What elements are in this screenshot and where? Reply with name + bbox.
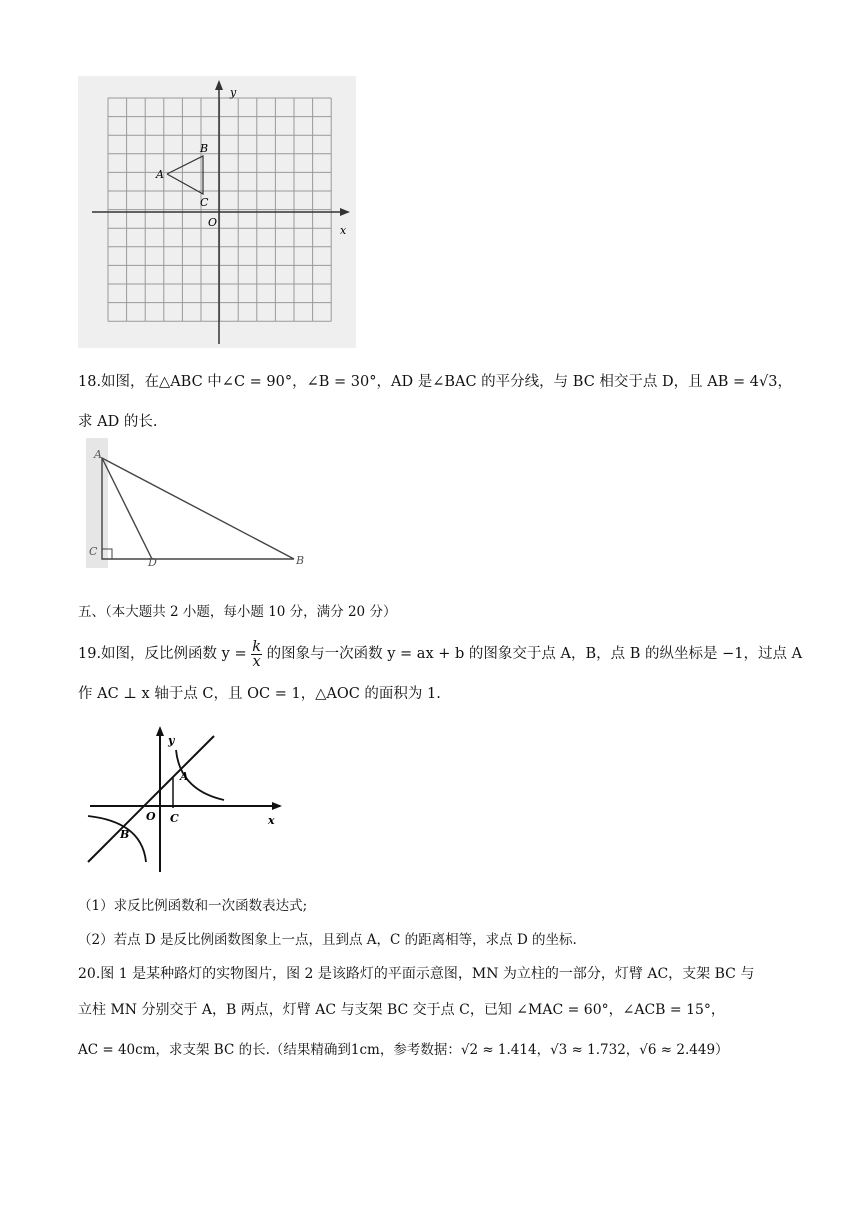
function-figure [84, 722, 284, 874]
q19-sub2: （2）若点 D 是反比例函数图象上一点，且到点 A，C 的距离相等，求点 D 的坐标. [78, 932, 577, 948]
q20-line1: 20.图 1 是某种路灯的实物图片，图 2 是该路灯的平面示意图，MN 为立柱的一部分，灯臂 AC，支架 BC 与 [78, 966, 755, 982]
q19-line1-post: 的图象与一次函数 y = ax + b 的图象交于点 A，B，点 B 的纵坐标是 −1，过点 A [262, 646, 803, 662]
q19-sub1: （1）求反比例函数和一次函数表达式; [78, 898, 308, 914]
fn-b-label: B [120, 828, 130, 841]
tri-a-label: A [94, 448, 102, 461]
point-c-label: C [200, 196, 209, 209]
triangle-svg [86, 438, 314, 568]
triangle-figure [86, 438, 314, 568]
fn-c-label: C [170, 812, 179, 825]
fraction-denominator: x [252, 653, 261, 670]
fn-a-label: A [180, 770, 189, 783]
q18-line2: 求 AD 的长. [78, 414, 158, 430]
tri-c-label: C [89, 545, 98, 558]
q19-line1 [78, 636, 802, 672]
q20-line3: AC = 40cm，求支架 BC 的长.（结果精确到1cm，参考数据：√2 ≈ 1.414，√3 ≈ 1.732，√6 ≈ 2.449） [78, 1042, 729, 1058]
k-over-x-fraction [251, 640, 262, 669]
q18-line1: 18.如图，在△ABC 中∠C = 90°，∠B = 30°，AD 是∠BAC 的平分线，与 BC 相交于点 D，且 AB = 4√3， [78, 374, 792, 390]
y-axis-label: y [230, 86, 237, 99]
fn-y-label: y [168, 734, 175, 747]
q19-line1-pre: 19.如图，反比例函数 y = [78, 646, 252, 662]
x-axis-label: x [340, 224, 347, 237]
fraction-numerator: k [252, 638, 262, 655]
grid-figure [78, 76, 356, 348]
q20-line2: 立柱 MN 分别交于 A，B 两点，灯臂 AC 与支架 BC 交于点 C，已知 ∠MAC = 60°，∠ACB = 15°， [78, 1002, 725, 1018]
tri-d-label: D [148, 556, 157, 568]
fn-origin-label: O [146, 810, 156, 823]
point-b-label: B [200, 142, 209, 155]
tri-b-label: B [296, 554, 305, 567]
q19-line2: 作 AC ⊥ x 轴于点 C，且 OC = 1，△AOC 的面积为 1. [78, 686, 441, 702]
point-a-label: A [156, 168, 164, 181]
fn-x-label: x [268, 814, 275, 827]
section-5-heading: 五、（本大题共 2 小题，每小题 10 分，满分 20 分） [78, 604, 397, 620]
function-svg [84, 722, 284, 874]
origin-label: O [208, 216, 218, 229]
grid-svg [78, 76, 356, 348]
